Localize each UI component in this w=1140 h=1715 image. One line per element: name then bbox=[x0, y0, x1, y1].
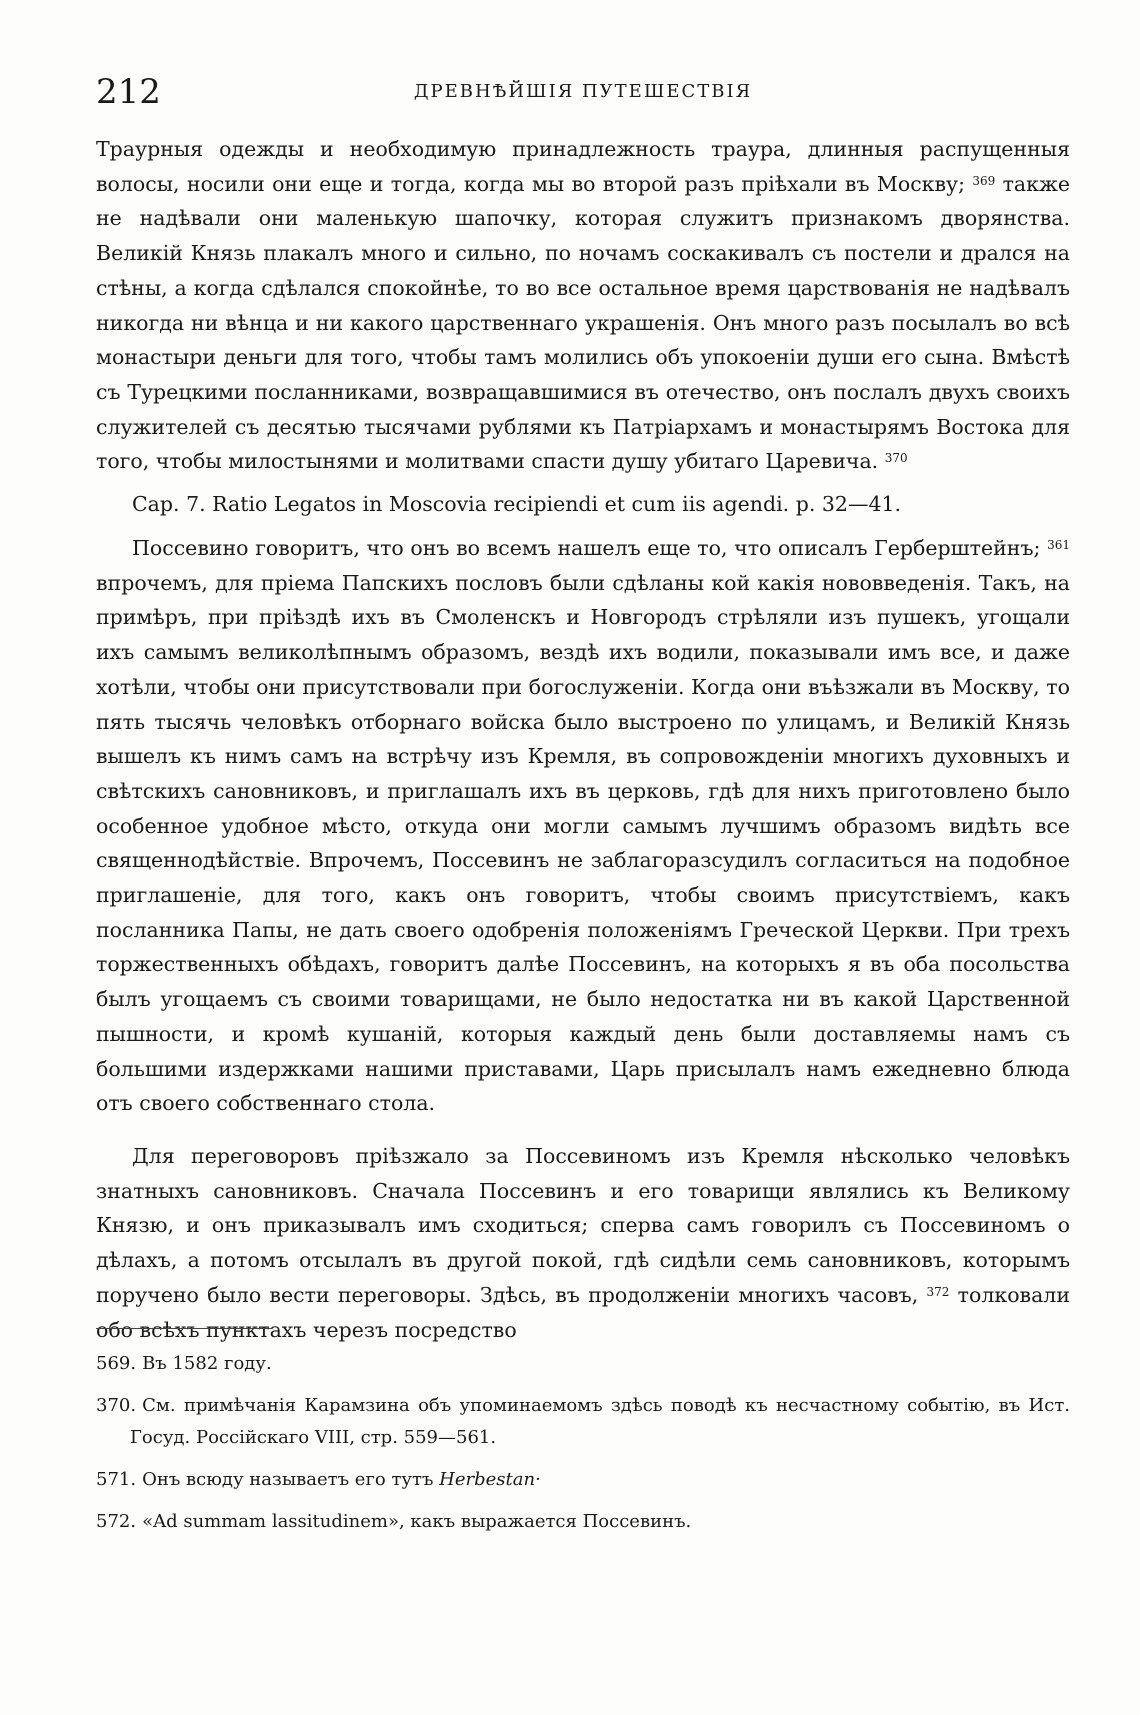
paragraph-text: также не надѣвали они маленькую шапочку, которая служитъ признакомъ дворянства. Великій Князь плакалъ много и сильно, по ночамъ соскакивалъ съ постели и дрался на стѣны, а когда сдѣлался спокойнѣе, то во все остальное время царствованія не надѣвалъ никогда ни вѣнца и ни какого царственнаго украшенія. Онъ много разъ посылалъ во всѣ монастыри деньги для того, чтобы тамъ молились объ упокоеніи души его сына. Вмѣстѣ съ Турецкими посланниками, возвращавшимися въ отечество, онъ послалъ двухъ своихъ служителей съ десятью тысячами рублями къ Патріархамъ и монастырямъ Востока для того, чтобы милостынями и молитвами спасти душу убитаго Царевича. bbox=[96, 171, 1070, 474]
paragraph-text: впрочемъ, для пріема Папскихъ пословъ были сдѣланы кой какія нововведенія. Такъ, на примѣръ, при пріѣздѣ ихъ въ Смоленскъ и Новгородъ стрѣляли изъ пушекъ, угощали ихъ самымъ великолѣпнымъ образомъ, вездѣ ихъ водили, показывали имъ все, и даже хотѣли, чтобы они присутствовали при богослуженіи. Когда они въѣзжали въ Москву, то пять тысячь человѣкъ отборнаго войска было выстроено по улицамъ, и Великій Князь вышелъ къ нимъ самъ на встрѣчу изъ Кремля, въ сопровожденіи многихъ духовныхъ и свѣтскихъ сановниковъ, и приглашалъ ихъ въ церковь, гдѣ для нихъ приготовлено было особенное удобное мѣсто, откуда они могли самымъ лучшимъ образомъ видѣть все священнодѣйствіе. Впрочемъ, Поссевинъ не заблагоразсудилъ согласиться на подобное приглашеніе, для того, какъ онъ говоритъ, чтобы своимъ присутствіемъ, какъ посланника Папы, не дать своего одобренія положеніямъ Греческой Церкви. При трехъ торжественныхъ обѣдахъ, говоритъ далѣе Поссевинъ, на которыхъ я въ оба посольства былъ угощаемъ съ своими товарищами, не было недостатка ни въ какой Царственной пышности, и кромѣ кушаній, которыя каждый день были доставляемы намъ съ большими издержками нашими приставами, Царь присылалъ намъ ежедневно блюда отъ своего собственнаго стола. bbox=[96, 570, 1070, 1116]
footnote: 571. Онъ всюду называетъ его тутъ Herbestan· bbox=[96, 1469, 541, 1490]
page-number: 212 bbox=[96, 72, 161, 112]
footnote-ref: 370 bbox=[884, 451, 908, 466]
footnotes bbox=[96, 1348, 1070, 1548]
paragraph-text: толковали обо всѣхъ пунктахъ черезъ посредство bbox=[96, 1282, 1070, 1342]
paragraph-2 bbox=[96, 531, 1070, 1121]
paragraph-text: Траурныя одежды и необходимую принадлежность траура, длинныя распущенныя волосы, носили они еще и тогда, когда мы во второй разъ пріѣхали въ Москву; bbox=[96, 137, 1070, 196]
paragraph-1 bbox=[96, 132, 1070, 479]
footnote-ref: 372 bbox=[926, 1284, 950, 1299]
paragraph-3 bbox=[96, 1139, 1070, 1347]
paragraph-text: Для переговоровъ пріѣзжало за Поссевиномъ изъ Кремля нѣсколько человѣкъ знатныхъ сановниковъ. Сначала Поссевинъ и его товарищи являлись къ Великому Князю, и онъ приказывалъ имъ сходиться; сперва самъ говорилъ съ Поссевиномъ о дѣлахъ, а потомъ отсылалъ въ другой покой, гдѣ сидѣли семь сановниковъ, которымъ поручено было вести переговоры. Здѣсь, въ продолженіи многихъ часовъ, bbox=[96, 1143, 1070, 1307]
running-title: ДРЕВНѢЙШІЯ ПУТЕШЕСТВІЯ bbox=[413, 81, 753, 102]
footnote-divider bbox=[96, 1328, 272, 1329]
footnote: 370. См. примѣчанія Карамзина объ упоминаемомъ здѣсь поводѣ къ несчастному событію, въ Ист. Госуд. Россійскаго VIII, стр. 559—561. bbox=[96, 1395, 1070, 1448]
footnote: 572. «Ad summam lassitudinem», какъ выражается Поссевинъ. bbox=[96, 1511, 692, 1532]
main-text bbox=[96, 132, 1070, 1347]
footnote-ref: 369 bbox=[972, 173, 996, 188]
page-header bbox=[96, 68, 1070, 118]
footnote-ref: 361 bbox=[1047, 538, 1070, 553]
paragraph-text: Поссевино говоритъ, что онъ во всемъ нашелъ еще то, что описалъ Герберштейнъ; bbox=[132, 536, 1041, 561]
chapter-heading: Cap. 7. Ratio Legatos in Moscovia recipiendi et cum iis agendi. p. 32—41. bbox=[132, 492, 902, 517]
footnote: 569. Въ 1582 году. bbox=[96, 1353, 272, 1374]
